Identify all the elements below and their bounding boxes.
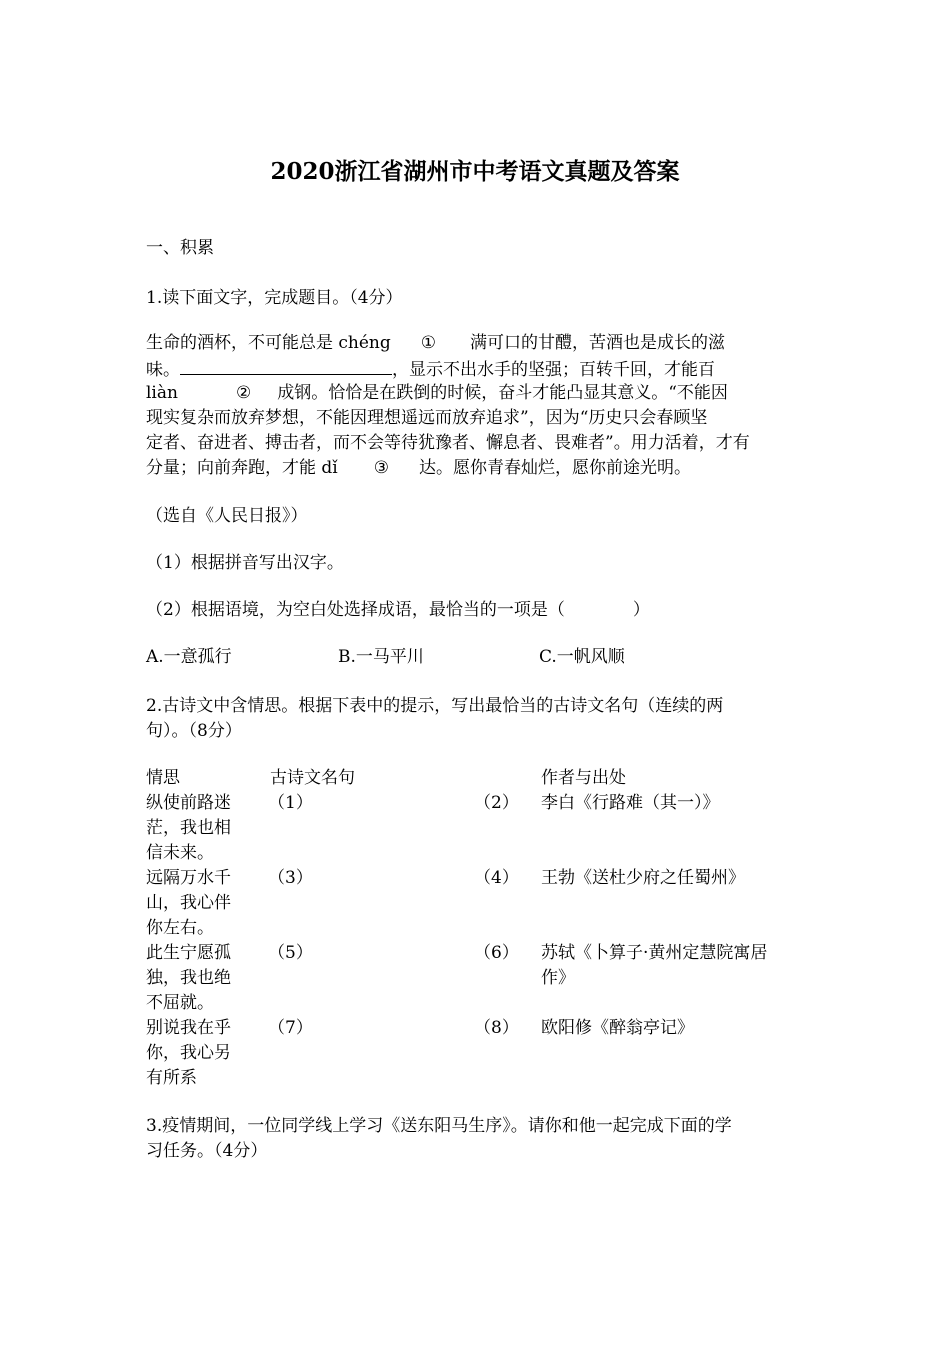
column-header-source: 作者与出处 (541, 768, 626, 788)
emotion-text: 你左右。 (146, 918, 214, 938)
passage-text: 生命的酒杯，不可能总是 chéng (146, 333, 391, 353)
option-a: A.一意孤行 (146, 647, 232, 667)
column-header-verse: 古诗文名句 (270, 768, 355, 788)
passage-text: ，显示不出水手的坚强；百转千回，才能百 (392, 360, 715, 380)
passage-text: 分量；向前奔跑，才能 dǐ (146, 458, 338, 478)
emotion-text: 纵使前路迷 (146, 793, 231, 813)
emotion-cell (146, 941, 231, 1016)
emotion-text: 信未来。 (146, 843, 214, 863)
passage-line-1 (146, 331, 725, 356)
question-2-header-line-1: 2.古诗文中含情思。根据下表中的提示，写出最恰当的古诗文名句（连续的两 (146, 696, 724, 716)
column-header-emotion: 情思 (146, 768, 180, 788)
verse-blank-label: （2） (474, 793, 519, 813)
sub-question-2: （2）根据语境，为空白处选择成语，最恰当的一项是（ ） (146, 600, 650, 620)
document-title: 2020浙江省湖州市中考语文真题及答案 (270, 158, 680, 185)
source-text: 李白《行路难（其一）》 (541, 793, 720, 813)
option-c: C.一帆风顺 (539, 647, 625, 667)
passage-source: （选自《人民日报》） (146, 506, 308, 526)
passage-text: liàn (146, 383, 178, 403)
question-3-line-2: 习任务。（4分） (146, 1141, 268, 1161)
passage-line-6 (146, 456, 691, 481)
passage-text: 满可口的甘醴，苦酒也是成长的滋 (470, 333, 726, 353)
blank-marker-2: ② (235, 383, 252, 403)
passage-line-2 (146, 356, 715, 383)
emotion-text: 别说我在乎 (146, 1018, 231, 1038)
emotion-text: 你，我心另 (146, 1043, 231, 1063)
emotion-text: 山，我心伴 (146, 893, 231, 913)
passage-text: 达。愿你青春灿烂，愿你前途光明。 (418, 458, 691, 478)
idiom-blank (180, 356, 392, 375)
source-text: 苏轼《卜算子·黄州定慧院寓居 (541, 943, 768, 963)
verse-blank-label: （5） (268, 943, 313, 963)
passage-text: 味。 (146, 360, 180, 380)
source-text: 欧阳修《醉翁亭记》 (541, 1018, 694, 1038)
verse-blank-label: （8） (474, 1018, 519, 1038)
source-text: 作》 (541, 968, 575, 988)
source-cell (541, 941, 767, 991)
question-2-header-line-2: 句）。（8分） (146, 721, 242, 741)
verse-blank-label: （6） (474, 943, 519, 963)
source-cell (541, 791, 720, 816)
verse-blank-label: （7） (268, 1018, 313, 1038)
source-cell (541, 1016, 694, 1041)
blank-marker-1: ① (420, 333, 437, 353)
verse-blank-label: （4） (474, 868, 519, 888)
passage-text: 成钢。恰恰是在跌倒的时候，奋斗才能凸显其意义。“不能因 (277, 383, 728, 403)
emotion-cell (146, 866, 231, 941)
option-b: B.一马平川 (338, 647, 424, 667)
sub-question-1: （1）根据拼音写出汉字。 (146, 553, 344, 573)
question-1-header: 1.读下面文字，完成题目。（4分） (146, 288, 403, 308)
emotion-text: 有所系 (146, 1068, 197, 1088)
section-heading: 一、积累 (146, 238, 214, 258)
source-cell (541, 866, 745, 891)
passage-line-3 (146, 381, 728, 406)
blank-marker-3: ③ (373, 458, 389, 478)
emotion-text: 茫，我也相 (146, 818, 231, 838)
emotion-text: 此生宁愿孤 (146, 943, 231, 963)
verse-blank-label: （3） (268, 868, 313, 888)
emotion-text: 远隔万水千 (146, 868, 231, 888)
passage-line-5: 定者、奋进者、搏击者，而不会等待犹豫者、懈息者、畏难者”。用力活着，才有 (146, 433, 750, 453)
question-3-line-1: 3.疫情期间，一位同学线上学习《送东阳马生序》。请你和他一起完成下面的学 (146, 1116, 732, 1136)
emotion-text: 独，我也绝 (146, 968, 231, 988)
passage-line-4: 现实复杂而放弃梦想，不能因理想遥远而放弃追求”，因为“历史只会春顾坚 (146, 408, 708, 428)
source-text: 王勃《送杜少府之任蜀州》 (541, 868, 745, 888)
emotion-cell (146, 1016, 231, 1091)
verse-blank-label: （1） (268, 793, 313, 813)
emotion-text: 不屈就。 (146, 993, 214, 1013)
emotion-cell (146, 791, 231, 866)
